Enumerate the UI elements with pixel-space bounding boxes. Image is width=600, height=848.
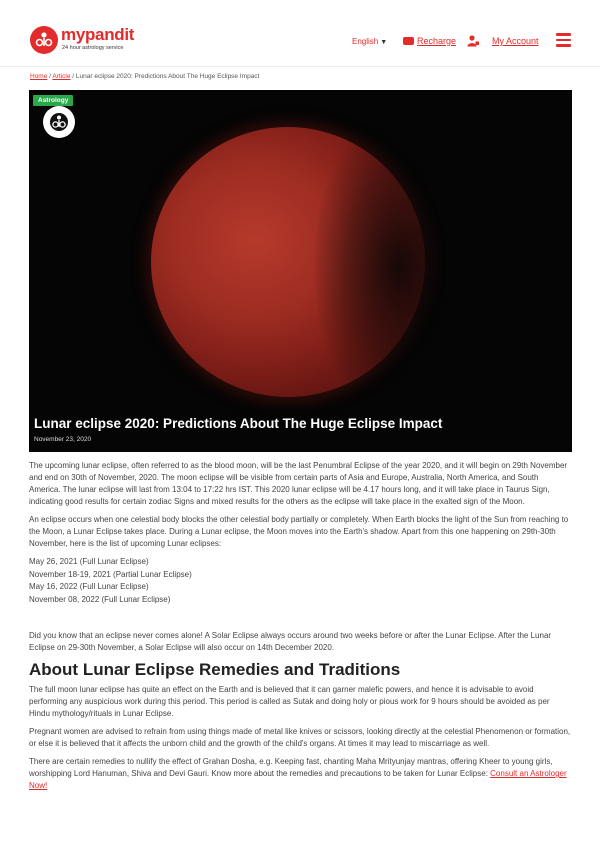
list-item: May 16, 2022 (Full Lunar Eclipse) xyxy=(29,582,149,591)
hamburger-menu-icon[interactable] xyxy=(556,33,571,47)
list-item: November 08, 2022 (Full Lunar Eclipse) xyxy=(29,594,171,604)
breadcrumb-current: Lunar eclipse 2020: Predictions About The Huge Eclipse Impact xyxy=(75,73,260,80)
brand-name[interactable]: mypandit xyxy=(61,25,135,44)
my-account-link[interactable]: My Account xyxy=(492,36,539,46)
article-paragraph: Pregnant women are advised to refrain from using things made of metal like knives or scissors, looking directly at the celestial Phenomenon or formation, or else it is believed that it affects the unborn child and the growth of the child's organs. At times it may lead to miscarriage as well. xyxy=(29,727,571,748)
blood-moon-image xyxy=(151,127,425,397)
pandit-logo-icon xyxy=(43,106,75,138)
category-badge[interactable]: Astrology xyxy=(33,95,73,106)
article-paragraph xyxy=(29,756,571,792)
article-paragraph: Did you know that an eclipse never comes alone! A Solar Eclipse always occurs around two weeks before or after the Lunar Eclipse. After the Lunar Eclipse on 29-30th November, a Solar Eclipse will also occur on 14th December 2020. xyxy=(29,631,552,652)
breadcrumb xyxy=(30,73,259,80)
recharge-link[interactable] xyxy=(403,36,456,46)
article-body xyxy=(29,460,571,798)
recharge-label: Recharge xyxy=(417,36,457,46)
breadcrumb-article[interactable]: Article xyxy=(52,73,71,80)
site-header xyxy=(0,0,600,66)
eclipse-list xyxy=(29,556,571,606)
list-item: May 26, 2021 (Full Lunar Eclipse) xyxy=(29,557,149,566)
breadcrumb-separator: / xyxy=(72,73,76,80)
brand-tagline: 24 hour astrology service xyxy=(62,45,124,51)
user-icon[interactable] xyxy=(467,34,479,46)
article-paragraph: The upcoming lunar eclipse, often referred to as the blood moon, will be the last Penumbral Eclipse of the year 2020, and it will begin on 29th November and end on 30th of November, 2020. The moon eclipse will be visible from certain parts of Asia and Europe, Australia, North America, and South America. The lunar eclipse will last from 13:04 to 17:22 hrs IST. This 2020 lunar eclipse will be 4.17 hours long, and it will take place in Taurus Sign, indicating good results for certain zodiac Signs and mixed results for the others as the eclipse will take place in the exalted sign of the Moon. xyxy=(29,461,568,506)
list-item: November 18-19, 2021 (Partial Lunar Eclipse) xyxy=(29,569,192,579)
pandit-logo-icon[interactable] xyxy=(30,26,58,54)
breadcrumb-separator: / xyxy=(49,73,53,80)
hero-banner xyxy=(29,90,572,452)
section-heading: About Lunar Eclipse Remedies and Traditions xyxy=(29,660,401,679)
article-title: Lunar eclipse 2020: Predictions About The Huge Eclipse Impact xyxy=(34,416,443,431)
header-divider xyxy=(0,66,600,67)
article-paragraph: The full moon lunar eclipse has quite an effect on the Earth and is believed that it can garner malefic powers, and hence it is advisable to avoid performing any auspicious work during this period. This period is called as Sutak and doing holy or pious work for 9 hours should be avoided as per Hindu mythology/rituals in Lunar Eclipse. xyxy=(29,685,550,718)
article-date: November 23, 2020 xyxy=(34,436,92,443)
article-paragraph: An eclipse occurs when one celestial body blocks the other celestial body partially or completely. When Earth blocks the light of the Sun from reaching to the Moon, a Lunar Eclipse takes place. During a Lunar eclipse, the Moon moves into the Earth's shadow. Apart from this one happening on 29th-30th November, here is the list of upcoming Lunar eclipses: xyxy=(29,515,569,548)
language-label: English xyxy=(352,37,379,46)
language-selector[interactable] xyxy=(352,37,387,46)
caret-down-icon: ▼ xyxy=(380,39,388,46)
remedies-text: There are certain remedies to nullify the effect of Grahan Dosha, e.g. Keeping fast, chanting Maha Mrityunjay mantras, offering Kheer to young girls, worshipping Lord Hanuman, Shiva and Devi Gauri. Know more about the remedies and precautions to be taken for Lunar Eclipse: xyxy=(29,757,553,778)
wallet-icon xyxy=(403,37,414,45)
breadcrumb-home[interactable]: Home xyxy=(30,73,48,80)
consult-astrologer-link[interactable]: Consult an Astrologer Now! xyxy=(29,769,567,790)
